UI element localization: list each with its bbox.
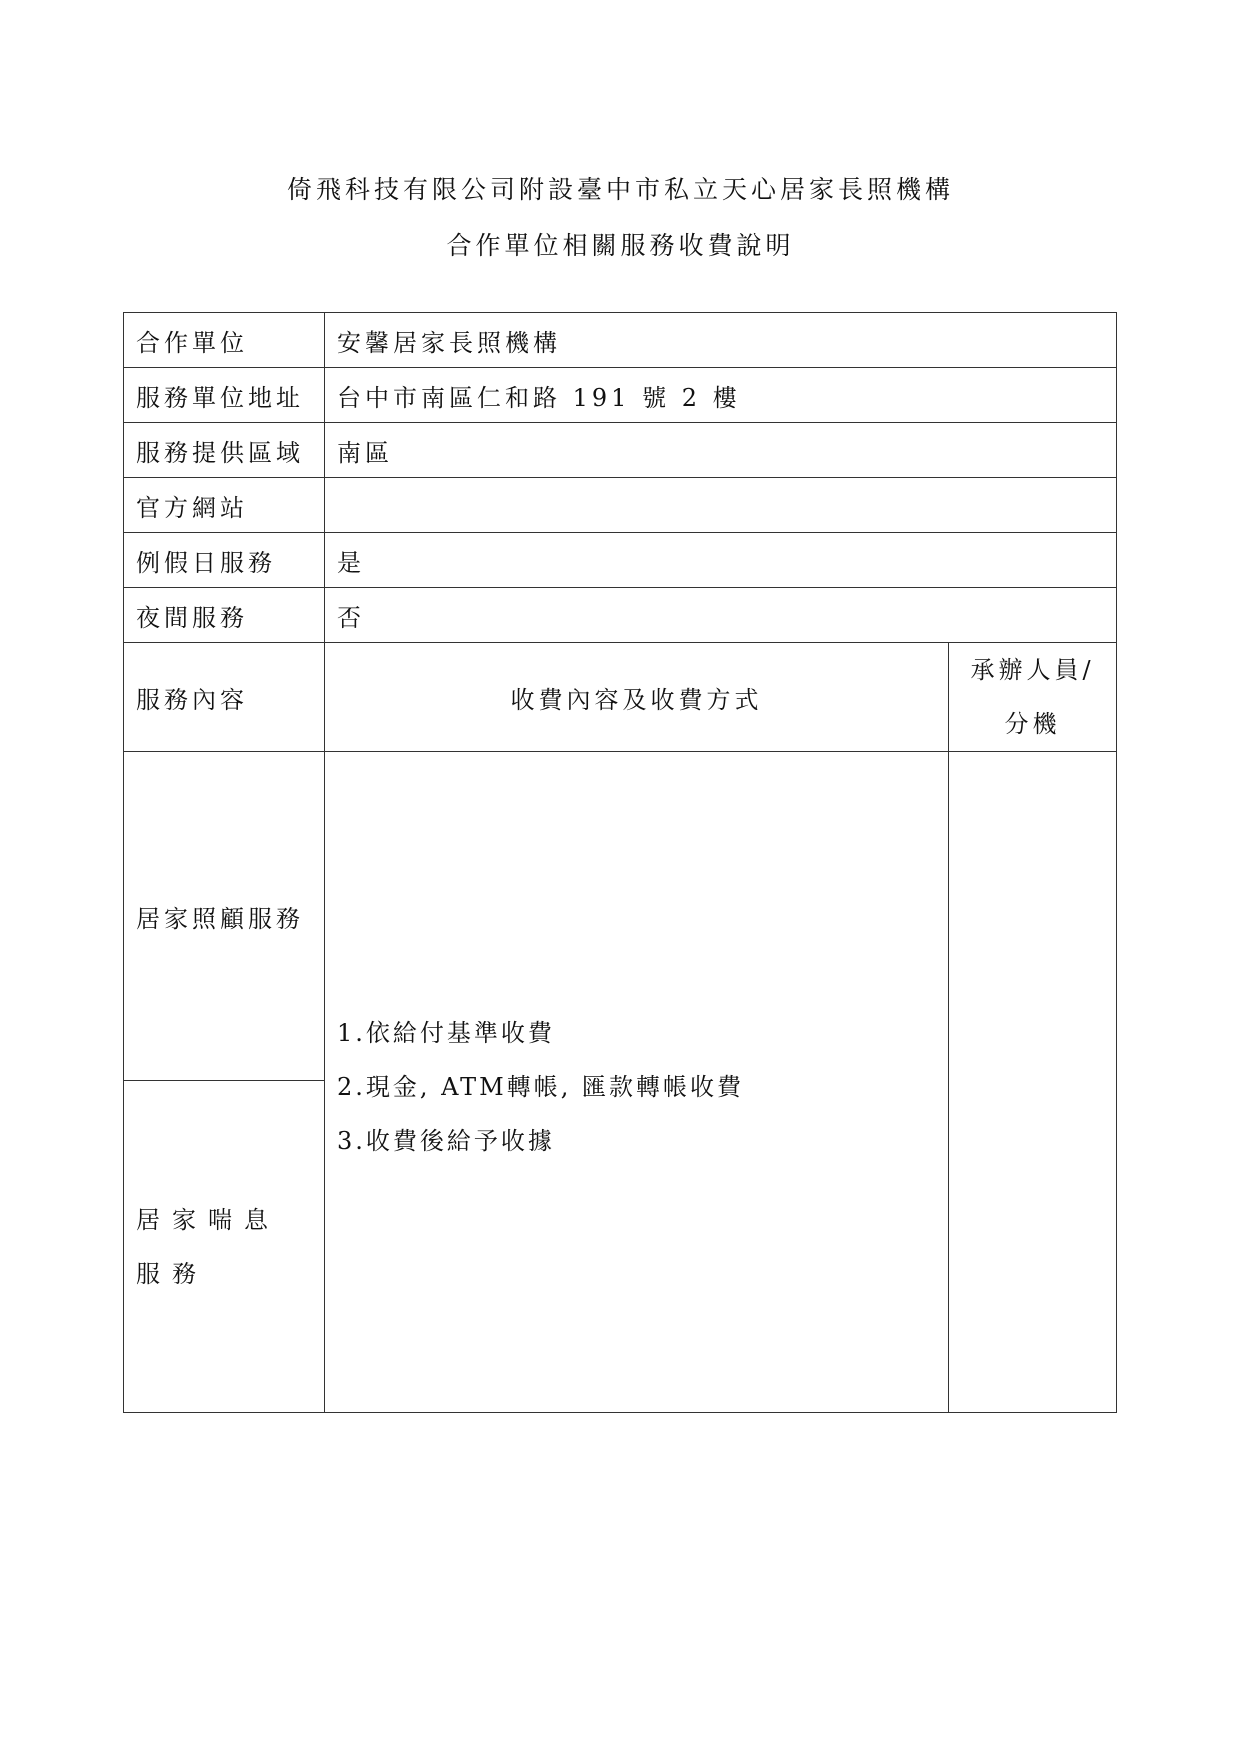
value-service-area: 南區 — [325, 423, 1117, 478]
row-partner-unit — [124, 313, 1117, 368]
service-home-care: 居家照顧服務 — [124, 752, 325, 1081]
label-address: 服務單位地址 — [124, 368, 325, 423]
value-holiday-service: 是 — [325, 533, 1117, 588]
fee-list — [337, 996, 936, 1168]
fee-item-1: 1.依給付基準收費 — [337, 1019, 555, 1047]
row-holiday-service — [124, 533, 1117, 588]
fee-details — [325, 752, 949, 1413]
label-website: 官方網站 — [124, 478, 325, 533]
row-night-service — [124, 588, 1117, 643]
value-website — [325, 478, 1117, 533]
row-column-headers — [124, 643, 1117, 752]
label-holiday-service: 例假日服務 — [124, 533, 325, 588]
value-night-service: 否 — [325, 588, 1117, 643]
header-fee-method: 收費內容及收費方式 — [325, 643, 949, 752]
label-night-service: 夜間服務 — [124, 588, 325, 643]
header-contact-line2: 分機 — [1004, 710, 1061, 738]
row-website — [124, 478, 1117, 533]
header-service-content: 服務內容 — [124, 643, 325, 752]
header-contact-line1: 承辦人員/ — [970, 656, 1095, 684]
service-respite-label: 居家喘息服務 — [136, 1205, 280, 1288]
document-title: 倚飛科技有限公司附設臺中市私立天心居家長照機構 — [286, 175, 954, 204]
value-address: 台中市南區仁和路 191 號 2 樓 — [325, 368, 1117, 423]
contact-cell — [949, 752, 1117, 1413]
fee-item-2: 2.現金, ATM轉帳, 匯款轉帳收費 — [337, 1073, 745, 1101]
row-address — [124, 368, 1117, 423]
label-service-area: 服務提供區域 — [124, 423, 325, 478]
row-service-area — [124, 423, 1117, 478]
fee-item-3: 3.收費後給予收據 — [337, 1127, 555, 1155]
service-respite — [124, 1081, 325, 1413]
document-subtitle: 合作單位相關服務收費說明 — [446, 231, 795, 260]
label-partner-unit: 合作單位 — [124, 313, 325, 368]
header-contact — [949, 643, 1117, 752]
service-fee-table — [123, 312, 1117, 1413]
row-home-care — [124, 752, 1117, 1081]
value-partner-unit: 安馨居家長照機構 — [325, 313, 1117, 368]
